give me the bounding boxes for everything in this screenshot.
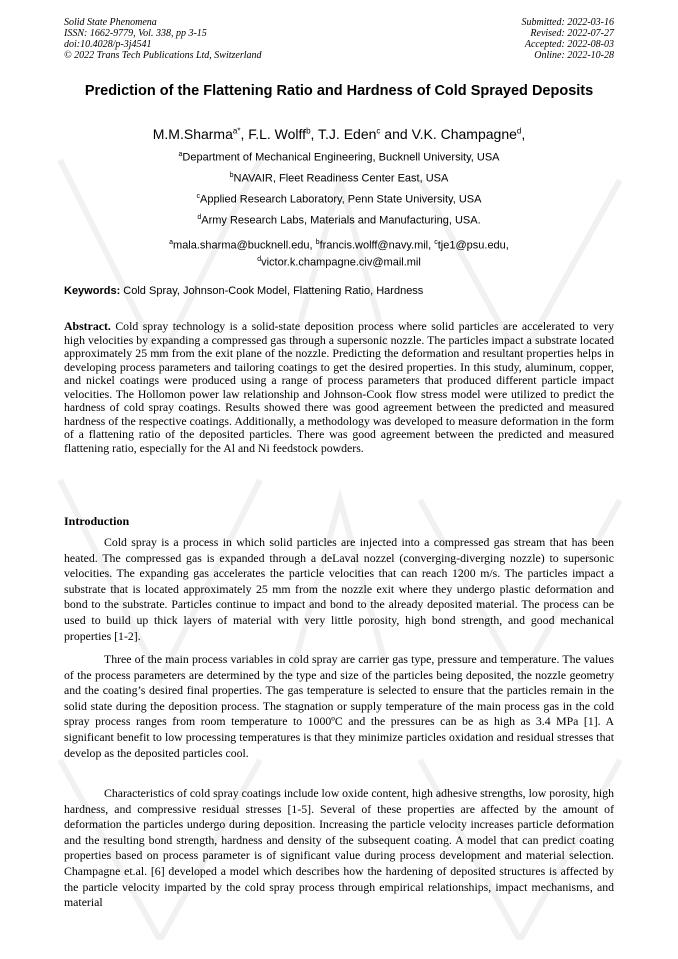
email-link[interactable]: victor.k.champagne.civ@mail.mil [261, 256, 421, 269]
affiliation-text: Department of Mechanical Engineering, Bucknell University, USA [182, 151, 500, 164]
copyright: © 2022 Trans Tech Publications Ltd, Switzerland [64, 50, 262, 61]
author-affiliation-mark: d [516, 126, 522, 136]
affiliation-mark: d [197, 214, 202, 221]
author-separator: , [310, 126, 319, 142]
author-separator: and [380, 126, 412, 142]
affiliation [64, 172, 614, 185]
abstract-text: Cold spray technology is a solid-state deposition process where solid particles are accelerated to very high velocities by expanding a compressed gas through a supersonic nozzle. The particles impact a substrate located approximately 25 mm from the exit plane of the nozzle. Predicting the deformation and resultant properties helps in developing process parameters and tailoring coatings to get the desired properties. In this study, aluminum, copper, and nickel coatings were produced using a range of process parameters that produced different particle impact velocities. The Hollomon power law relationship and Johnson-Cook flow stress model were utilized to predict the hardness of cold spray coatings. Results showed there was good agreement between the predicted and measured hardness of the respective coatings. Additionally, a methodology was developed to measure deformation in the form of a flattening ratio of the deposited particles. There was good agreement between the predicted and measured flattening ratio, especially for the Al and Ni feedstock powders. [64, 319, 614, 455]
affiliation [64, 151, 614, 164]
email-mark: b [315, 239, 320, 246]
author-name: F.L. Wolff [248, 126, 307, 142]
submitted-date: Submitted: 2022-03-16 [521, 17, 614, 28]
keywords-label: Keywords: [64, 285, 121, 297]
author-affiliation-mark: a* [232, 126, 241, 136]
keywords [64, 285, 614, 297]
author-affiliation-mark: c [376, 126, 381, 136]
affiliation-text: Applied Research Laboratory, Penn State University, USA [200, 193, 482, 206]
abstract-label: Abstract. [64, 319, 111, 333]
author-name: T.J. Eden [318, 126, 377, 142]
publication-dates [522, 17, 615, 61]
affiliation-mark: b [229, 172, 234, 179]
author-name: M.M.Sharma [152, 126, 233, 142]
affiliation [64, 214, 614, 227]
body-paragraph: Three of the main process variables in cold spray are carrier gas type, pressure and temperature. The values of the process parameters are determined by the type and size of the particles being deposited, the nozzle geometry and the coating’s desired final properties. The gas temperature is selected to ensure that the particles remain in the solid state during the deposition process. The stagnation or supply temperature of the main process gas in the cold spray process ranges from room temperature to 1000ºC and the pressures can be as high as 3.4 MPa [1]. A significant benefit to low processing temperatures is that they minimize particles oxidation and residual stresses that develop as the deposited particles cool. [64, 652, 614, 760]
affiliation-text: NAVAIR, Fleet Readiness Center East, USA [233, 172, 449, 185]
email-link[interactable]: tje1@psu.edu, [437, 239, 509, 252]
doi: doi:10.4028/p-3j4541 [64, 39, 152, 50]
journal-name: Solid State Phenomena [64, 17, 157, 28]
affiliation [64, 193, 614, 206]
author-affiliation-mark: b [306, 126, 311, 136]
email-mark: a [169, 239, 174, 246]
journal-info [64, 17, 262, 61]
online-date: Online: 2022-10-28 [534, 50, 614, 61]
email-list [64, 236, 614, 269]
email-mark: c [434, 239, 438, 246]
keywords-text: Cold Spray, Johnson-Cook Model, Flattening Ratio, Hardness [120, 285, 424, 297]
issn-volume: ISSN: 1662-9779, Vol. 338, pp 3-15 [64, 28, 207, 39]
email-mark: d [257, 255, 262, 263]
section-heading-introduction: Introduction [64, 514, 130, 528]
affiliation-mark: c [196, 193, 201, 200]
author-name: V.K. Champagne [411, 126, 517, 142]
affiliation-text: Army Research Labs, Materials and Manufacturing, USA. [201, 214, 481, 227]
email-link[interactable]: francis.wolff@navy.mil, [319, 239, 435, 252]
accepted-date: Accepted: 2022-08-03 [524, 39, 614, 50]
author-list [64, 126, 614, 142]
body-paragraph: Cold spray is a process in which solid particles are injected into a compressed gas stream that has been heated. The compressed gas is expanded through a deLaval nozzel (converging-diverging nozzle) to supersonic velocities. The expanding gas accelerates the particle velocities that can reach 1200 m/s. The particles impact a substrate that is located approximately 25 mm from the nozzle exit where they undergo plastic deformation and bond to the substrate. Particles continue to impact and bond to the already deposited material. The process can be used to build up thick layers of material with very little porosity, high bond strength, and good mechanical properties [1-2]. [64, 535, 614, 643]
author-separator: , [240, 126, 249, 142]
body-paragraph: Characteristics of cold spray coatings include low oxide content, high adhesive strengths, low porosity, high hardness, and compressive residual stresses [1-5]. Several of these properties are affected by the amount of deformation the particles undergo during deposition. Increasing the particle velocity increases particle deformation and the resulting bond strength, hardness and density of the subsequent coating. A model that can predict coating properties based on process parameter is of significant value during process development and material selection. Champagne et.al. [6] developed a model which describes how the hardening of deposited structures is affected by the particle velocity imparted by the cold spray process through empirical relationships, impact mechanisms, and material [64, 786, 614, 910]
email-link[interactable]: mala.sharma@bucknell.edu, [173, 239, 316, 252]
affiliation-mark: a [178, 151, 183, 158]
author-separator: , [521, 126, 526, 142]
paper-title: Prediction of the Flattening Ratio and Hardness of Cold Sprayed Deposits [84, 83, 594, 99]
abstract [64, 320, 614, 455]
revised-date: Revised: 2022-07-27 [530, 28, 614, 39]
